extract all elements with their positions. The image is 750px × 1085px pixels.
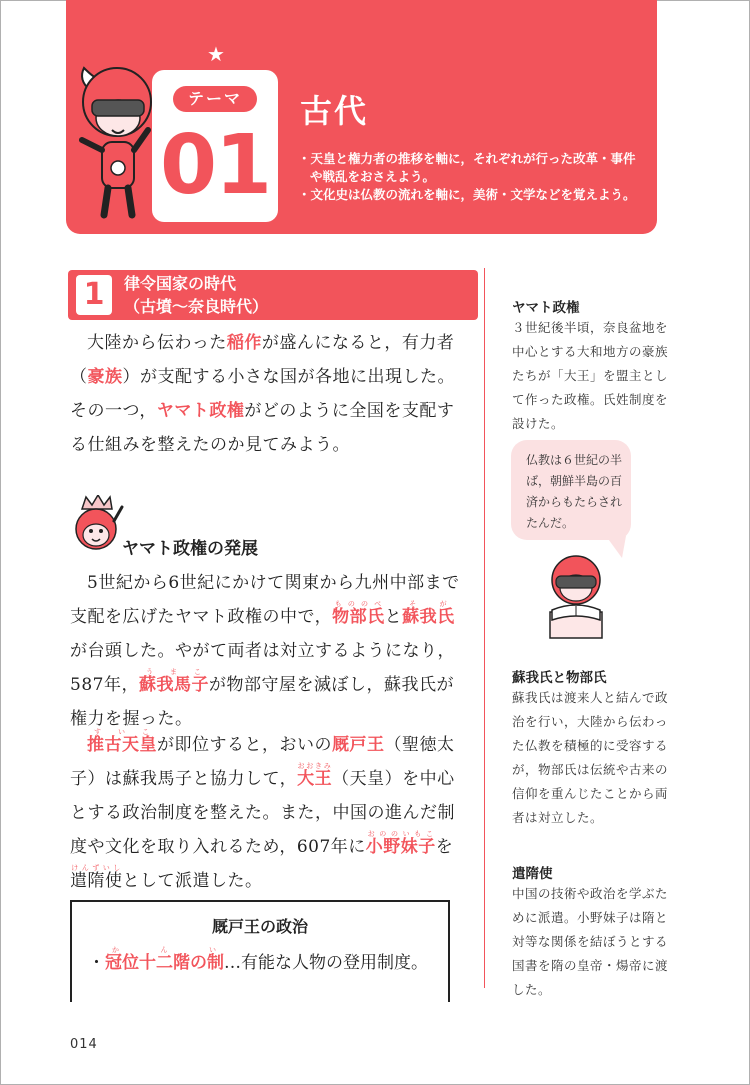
subsection-title: ヤマト政権の発展 xyxy=(122,539,258,559)
intro-paragraph: 大陸から伝わった稲作が盛んになると，有力者（豪族）が支配する小さな国が各地に出現した。その一つ，ヤマト政権がどのように全国を支配する仕組みを整えたのか見てみよう。 xyxy=(70,333,455,455)
mascot-reading-icon xyxy=(538,550,614,646)
keyword: 小野妹子おののいもこ xyxy=(365,830,436,857)
keyword: 遣隋使けんずいし xyxy=(70,864,123,891)
body-paragraph: 推古天皇すいこが即位すると，おいの厩戸王（聖徳太子）は蘇我馬子と協力して，大王おおきみ（天皇）を中心とする政治制度を整えた。また，中国の進んだ制度や文化を取り入れるため，607年に小野妹子おののいもこを遣隋使けんずいしとして派遣した。 xyxy=(70,728,455,891)
summary-box-title: 厩戸王の政治 xyxy=(211,917,308,936)
keyword: 厩戸王 xyxy=(332,735,385,755)
sidebar-title: ヤマト政権 xyxy=(512,300,580,316)
theme-points xyxy=(298,150,648,204)
mascot-crown-icon xyxy=(68,495,124,559)
page-number: 014 xyxy=(70,1037,98,1052)
keyword: ヤマト政権 xyxy=(156,401,245,421)
sidebar-title: 蘇我氏と物部氏 xyxy=(512,670,607,686)
section-title: 律令国家の時代 （古墳～奈良時代） xyxy=(124,274,269,316)
theme-point: ・ 文化史は仏教の流れを軸に，美術・文学などを覚えよう。 xyxy=(298,186,648,204)
keyword: 推古天皇すいこ xyxy=(87,728,157,755)
sidebar-text: 蘇我氏は渡来人と結んで政治を行い，大陸から伝わった仏教を積極的に受容するが，物部氏は伝統や古来の信仰を重んじたことから両者は対立した。 xyxy=(512,690,669,825)
sidebar-text: ３世紀後半頃，奈良盆地を中心とする大和地方の豪族たちが「大王」を盟主として作った政権。氏姓制度を設けた。 xyxy=(512,320,669,431)
keyword: 大王おおきみ xyxy=(297,762,333,789)
mascot-sunglasses-icon xyxy=(70,50,162,225)
keyword: 蘇我氏そが xyxy=(402,600,455,627)
sidebar-title: 遣隋使 xyxy=(512,866,553,882)
theme-label: テーマ xyxy=(173,86,257,112)
body-paragraph: 5世紀から6世紀にかけて関東から九州中部まで支配を広げたヤマト政権の中で，物部氏もののべと蘇我氏そがが台頭した。やがて両者は対立するようになり，587年，蘇我馬子うまこが物部守屋を滅ぼし，蘇我氏が権力を握った。 xyxy=(70,573,460,729)
sidebar-text: 中国の技術や政治を学ぶために派遣。小野妹子は隋と対等な関係を結ぼうとする国書を隋の皇帝・煬帝に渡した。 xyxy=(512,886,669,997)
keyword: 冠位十二階の制かんい xyxy=(105,946,224,973)
keyword: 物部氏もののべ xyxy=(332,600,385,627)
theme-point: ・ 天皇と権力者の推移を軸に，それぞれが行った改革・事件や戦乱をおさえよう。 xyxy=(298,150,648,186)
theme-number: 01 xyxy=(159,118,271,213)
star-icon: ★ xyxy=(207,42,225,66)
keyword: 蘇我馬子うまこ xyxy=(138,668,209,695)
column-divider xyxy=(484,268,485,988)
keyword: 稲作 xyxy=(226,333,262,353)
speech-bubble-text: 仏教は６世紀の半ば，朝鮮半島の百済からもたらされたんだ。 xyxy=(526,453,623,530)
summary-box-item: ・冠位十二階の制かんい…有能な人物の登用制度。 xyxy=(88,946,428,973)
section-number: 1 xyxy=(76,275,112,315)
keyword: 豪族 xyxy=(87,367,123,387)
page-title: 古代 xyxy=(300,92,369,130)
